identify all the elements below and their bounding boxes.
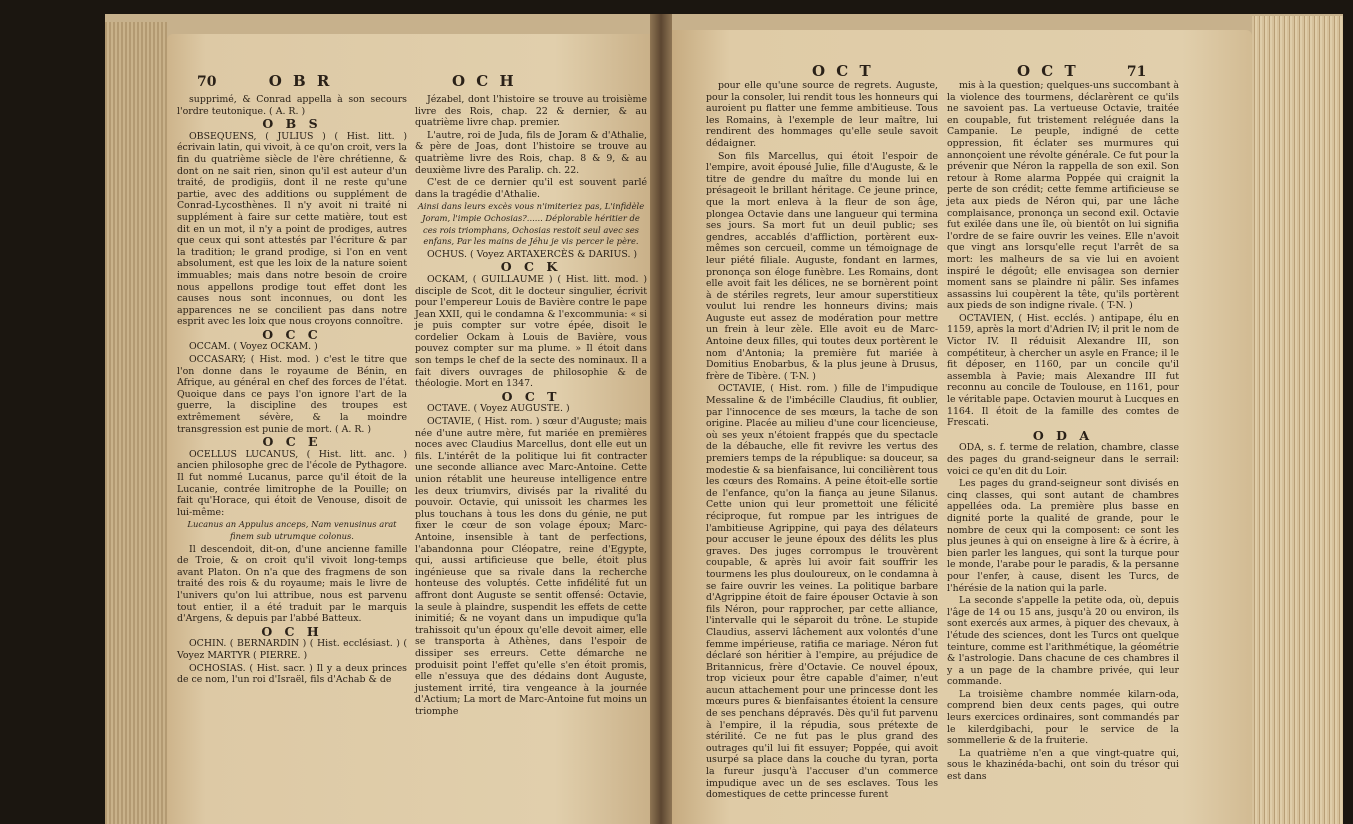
entry-paragraph: OCCASARY; ( Hist. mod. ) c'est le titre que l'on donne dans le royaume de Bénin, en Afrique, au général en chef des forces de l'état. Quoique dans ce pays l'on ignore l'art de la guerre, la discipline des troupes est extrêmement sévère, & la moindre transgression est punie de mort. ( A. R. )	[177, 354, 407, 435]
right-page-edges	[1252, 16, 1343, 824]
entry-paragraph: OCHUS. ( Voyez ARTAXERCÈS & DARIUS. )	[427, 248, 638, 260]
entry-paragraph: OCCAM. ( Voyez OCKAM. )	[189, 341, 318, 353]
right-column-1	[706, 80, 938, 802]
left-column-2	[415, 94, 647, 718]
entry-paragraph: pour elle qu'une source de regrets. Auguste, pour la consoler, lui rendit tous les honneurs qui auroient pu flatter une femme ambitieuse. Tous les Romains, à l'exemple de leur maître, lui rendirent des hommages qu'elle seule savoit dédaigner.	[706, 80, 938, 149]
entry-paragraph: OCTAVE. ( Voyez AUGUSTE. )	[427, 403, 570, 415]
section-heading: O C E	[262, 434, 322, 450]
entry-paragraph: L'autre, roi de Juda, fils de Joram & d'Athalie, & père de Joas, dont l'histoire se trouve au quatrième livre des Rois, chap. 8 & 9, & au deuxième livre des Paralip. ch. 22.	[415, 129, 647, 176]
entry-paragraph: supprimé, & Conrad appella à son secours l'ordre teutonique. ( A. R. )	[177, 94, 407, 117]
entry-paragraph: OCTAVIE, ( Hist. rom. ) fille de l'impudique Messaline & de l'imbécille Claudius, fit oublier, par l'innocence de ses mœurs, la tache de son origine. Placée au milieu d'une cour licencieuse, où ses yeux n'étoient frappés que du spectacle de la débauche, elle fit revivre les vertus des premiers temps de la république: sa douceur, sa modestie & sa bienfaisance, lui concilièrent tous les cœurs des Romains. A peine étoit-elle sortie de l'enfance, qu'on la fiança au jeune Silanus. Cette union qui leur promettoit une félicité réciproque, fut rompue par les intrigues de l'ambitieuse Agrippine, qui paya des délateurs pour accuser le jeune époux des délits les plus graves. Des juges corrompus le trouvèrent coupable, & après lui avoir fait souffrir les tourmens les plus douloureux, on le condamna à se faire ouvrir les veines. La politique barbare d'Agrippine étoit de faire épouser Octavie à son fils Néron, pour rapprocher, par cette alliance, l'intervalle qui le séparoit du trône. Le stupide Claudius, asservi lâchement aux volontés d'une femme impérieuse, ratifia ce mariage. Néron fut déclaré son héritier à l'empire, au préjudice de Britannicus, frère d'Octavie. Ce nouvel époux, trop vicieux pour être capable d'aimer, n'eut aucun attachement pour une princesse dont les mœurs pures & bienfaisantes étoient la censure de ses penchans dépravés. Dès qu'il fut parvenu à l'empire, il la répudia, sous prétexte de stérilité. Ce ne fut pas le plus grand des outrages qu'il lui fit essuyer; Poppée, qui avoit usurpé sa place dans la couche du tyran, porta la fureur jusqu'à l'accuser d'un commerce impudique avec un de ses esclaves. Tous les domestiques de cette princesse furent	[706, 383, 938, 801]
right-column-2	[947, 80, 1179, 784]
section-heading: O C H	[261, 623, 323, 639]
entry-paragraph: Son fils Marcellus, qui étoit l'espoir de l'empire, avoit épousé Julie, fille d'Auguste, & le titre de gendre du maître du monde lui en présageoit le brillant héritage. Ce jeune prince, que la mort enleva à la fleur de son âge, plongea Octavie dans une langueur qui termina ses jours. Sa mort fut un deuil public; ses gendres, accablés d'affliction, portèrent eux-mêmes son cercueil, comme un témoignage de leur piété filiale. Auguste, fondant en larmes, prononça son éloge funèbre. Les Romains, dont elle avoit fait les délices, ne se bornèrent point à de stériles regrets, leur amour superstitieux voulut lui rendre les honneurs divins; mais Auguste eut assez de modération pour mettre un frein à leur zèle. Elle avoit eu de Marc-Antoine deux filles, qui toutes deux portèrent le nom d'Antonia; la première fut mariée à Domitius Enobarbus, & la plus jeune à Drusus, frère de Tibère. ( T-N. )	[706, 150, 938, 382]
entry-paragraph: Il descendoit, dit-on, d'une ancienne famille de Troie, & on croit qu'il vivoit long-temps avant Platon. On n'a que des fragmens de son traité des rois & du royaume; mais le livre de l'univers qu'on lui attribue, nous est parvenu tout entier, il a été traduit par le marquis d'Argens, & depuis par l'abbé Batteux.	[177, 543, 407, 625]
right-folio: 71	[1126, 64, 1147, 80]
left-folio: 70	[197, 74, 217, 90]
left-column-1	[177, 94, 407, 687]
entry-paragraph: OCELLUS LUCANUS, ( Hist. litt. anc. ) ancien philosophe grec de l'école de Pythagore. Il fut nommé Lucanus, parce qu'il étoit de la Lucanie, contrée limitrophe de la Pouille; on fait qu'Horace, qui étoit de Venouse, disoit de lui-même:	[177, 448, 407, 518]
section-heading: O D A	[1032, 427, 1094, 443]
verse-quotation: Ainsi dans leurs excès vous n'imiteriez pas, L'infidèle Joram, l'impie Ochosias?...... Déplorable héritier de ces rois triomphans, Ochosias restoit seul avec ses enfans, Par les mains de Jéhu je vis percer le père.	[417, 201, 645, 247]
entry-paragraph: OCTAVIE, ( Hist. rom. ) sœur d'Auguste; mais née d'une autre mère, fut mariée en premières noces avec Claudius Marcellus, dont elle eut un fils. L'intérêt de la politique lui fit contracter une seconde alliance avec Marc-Antoine. Cette union rétablit une heureuse intelligence entre les deux triumvirs, divisés par la rivalité du pouvoir. Octavie, qui unissoit les charmes les plus touchans à tous les dons du génie, ne put fixer le cœur de son volage époux; Marc-Antoine, insensible à tant de perfections, l'abandonna pour Cléopatre, reine d'Egypte, qui, aussi artificieuse que belle, étoit plus ingénieuse que sa rivale dans la recherche honteuse des voluptés. Cette infidélité fut un affront dont Auguste se sentit offensé: Octavie, la seule à plaindre, suspendit les effets de cette inimitié; & ne voyant dans un impudique qu'la trahissoit qu'un époux qu'elle devoit aimer, elle se transporta à Athènes, dans l'espoir de dissiper ses erreurs. Cette démarche ne produisit point l'effet qu'elle s'en étoit promis, elle n'essuya que des dédains dont Auguste, justement irrité, tira vengeance à la journée d'Actium; La mort de Marc-Antoine fut moins un triomphe	[415, 416, 647, 717]
book-spine	[650, 14, 672, 824]
left-running-head	[197, 72, 332, 90]
right-head-text: O C T	[1017, 62, 1079, 80]
entry-paragraph: Les pages du grand-seigneur sont divisés en cinq classes, qui sont autant de chambres appellées oda. La première plus basse en dignité porte la qualité de grande, pour le nombre de ceux qui la composent: ce sont les plus jeunes à qui on enseigne à lire & à écrire, à bien parler les langues, qui sont la turque pour le monde, l'arabe pour le paradis, & la persanne pour l'enfer, à cause, disent les Turcs, de l'hérésie de la nation qui la parle.	[947, 478, 1179, 594]
entry-paragraph: OCHIN. ( BERNARDIN ) ( Hist. ecclésiast. ) ( Voyez MARTYR ( PIERRE. )	[177, 638, 407, 661]
entry-paragraph: La troisième chambre nommée kilarn-oda, comprend bien deux cents pages, qui outre leurs exercices ordinaires, sont commandés par le kilerdgibachi, pour le service de la sommellerie & de la fruiterie.	[947, 688, 1179, 747]
right-running-head	[1017, 62, 1146, 80]
section-heading: O C K	[500, 259, 562, 275]
entry-paragraph: OCKAM, ( GUILLAUME ) ( Hist. litt. mod. ) disciple de Scot, dit le docteur singulier, écrivit pour l'empereur Louis de Bavière contre le pape Jean XXII, qui le condamna & l'excommunia: « si je puis compter sur votre épée, disoit le cordelier Ockam à Louis de Bavière, vous pouvez compter sur ma plume. » Il étoit dans son temps le chef de la secte des nominaux. Il a fait divers ouvrages de philosophie & de théologie. Mort en 1347.	[415, 273, 647, 390]
entry-paragraph: C'est de ce dernier qu'il est souvent parlé dans la tragédie d'Athalie.	[415, 177, 647, 200]
entry-paragraph: OBSEQUENS, ( JULIUS ) ( Hist. litt. ) écrivain latin, qui vivoit, à ce qu'on croit, vers la fin du quatrième siècle de l'ère chrétienne, & dont on ne sait rien, sinon qu'il est auteur d'un traité, de prodigiis, dont il ne reste qu'une partie, avec des additions ou supplément de Conrad-Lycosthènes. Il n'y avoit ni traité ni supplément à faire sur cette matière, tout est dit en un mot, il n'y a point de prodiges, autres que ceux qui sont attestés par l'écriture & par la tradition; le grand prodige, si l'on en vent absolument, est que les loix de la nature soient immuables; mais dans notre besoin de croire nous appellons prodige tout effet dont les causes nous sont inconnues, ou dont les apparences ne se concilient pas dans notre esprit avec les loix que nous croyons connoître.	[177, 130, 407, 328]
section-heading: O C T	[501, 388, 561, 404]
right-page	[672, 30, 1252, 824]
entry-paragraph: La seconde s'appelle la petite oda, où, depuis l'âge de 14 ou 15 ans, jusqu'à 20 ou environ, ils sont exercés aux armes, à piquer des chevaux, à l'étude des sciences, dont les Turcs ont quelque teinture, comme est l'arithmétique, la géométrie & l'astrologie. Dans chacune de ces chambres il y a un page de la chambre privée, qui leur commande.	[947, 595, 1179, 688]
verse-quotation: Lucanus an Appulus anceps, Nam venusinus arat finem sub utrumque colonus.	[187, 519, 397, 541]
entry-paragraph: La quatrième n'en a que vingt-quatre qui, sous le khazinéda-bachi, ont soin du trésor qui est dans	[947, 747, 1179, 783]
left-head-text: O B R	[268, 72, 333, 90]
left-col2-head: O C H	[452, 72, 517, 90]
section-heading: O B S	[262, 116, 322, 132]
entry-paragraph: ODA, s. f. terme de relation, chambre, classe des pages du grand-seigneur dans le serrail: voici ce qu'en dit du Loir.	[947, 442, 1179, 477]
left-page-edges	[105, 22, 167, 824]
section-heading: O C C	[262, 326, 322, 342]
entry-paragraph: mis à la question; quelques-uns succombant à la violence des tourmens, déclarèrent ce qu'ils ne savoient pas. La vertueuse Octavie, traitée en coupable, fut tristement reléguée dans la Campanie. Le peuple, indigné de cette oppression, fit éclater ses murmures qui annonçoient une révolte générale. Ce fut pour la prévenir que Néron la rappella de son exil. Son retour à Rome alarma Poppée qui craignit la perte de son crédit; cette femme artificieuse se jeta aux pieds de Néron qui, par une lâche complaisance, prononça un second exil. Octavie fut exilée dans une île, où bientôt on lui signifia l'ordre de se faire ouvrir les veines. Elle n'avoit que vingt ans lorsqu'elle reçut l'arrêt de sa mort: les malheurs de sa vie lui en avoient inspiré le dégoût; elle envisagea son dernier moment sans se plaindre ni pâlir. Ses infames assassins lui coupèrent la tête, qu'ils portèrent aux pieds de son indigne rivale. ( T-N. )	[947, 80, 1179, 312]
entry-paragraph: OCHOSIAS. ( Hist. sacr. ) Il y a deux princes de ce nom, l'un roi d'Israël, fils d'Achab & de	[177, 662, 407, 686]
right-head-left: O C T	[812, 62, 874, 80]
left-page	[167, 34, 652, 824]
entry-paragraph: Jézabel, dont l'histoire se trouve au troisième livre des Rois, chap. 22 & dernier, & au quatrième livre chap. premier.	[415, 94, 647, 129]
entry-paragraph: OCTAVIEN, ( Hist. ecclés. ) antipape, élu en 1159, après la mort d'Adrien IV; il prit le nom de Victor IV. Il réduisit Alexandre III, son compétiteur, à chercher un asyle en France; il le fit déposer, en 1160, par un concile qu'il assembla à Pavie; mais Alexandre III fut reconnu au concile de Toulouse, en 1161, pour le véritable pape. Octavien mourut à Lucques en 1164. Il étoit de la famille des comtes de Frescati.	[947, 312, 1179, 429]
